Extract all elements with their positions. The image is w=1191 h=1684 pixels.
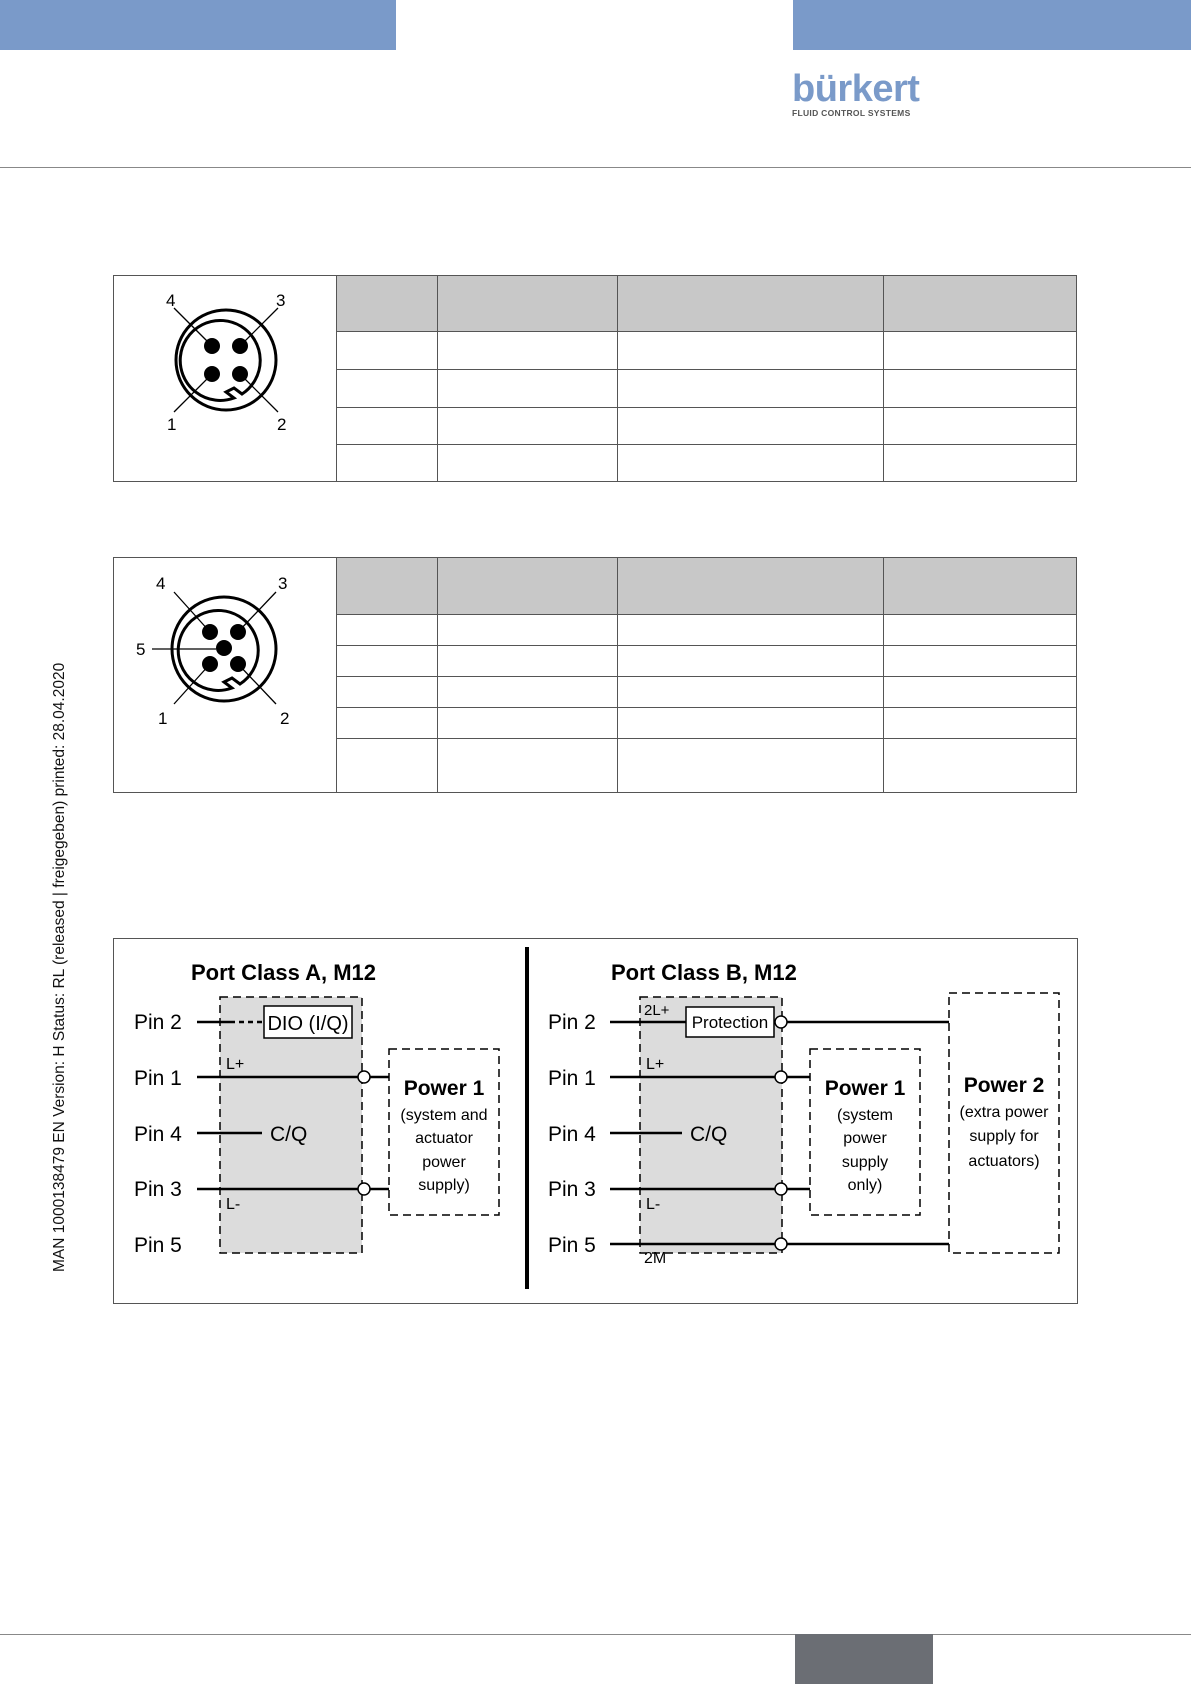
m12-4pin-connector-icon xyxy=(114,276,336,476)
m12-5pin-connector-icon xyxy=(114,558,336,787)
header-bar-right xyxy=(793,0,1191,50)
class-a-cq-label: C/Q xyxy=(270,1123,308,1146)
logo-tagline: FLUID CONTROL SYSTEMS xyxy=(792,108,911,118)
class-a-dio-label: DIO (I/Q) xyxy=(267,1013,349,1035)
table-header-cell xyxy=(884,558,1077,615)
class-b-pin-label: Pin 5 xyxy=(548,1234,596,1257)
footer-divider xyxy=(0,1634,1191,1635)
port-class-wiring-svg xyxy=(114,939,1077,1303)
class-a-pin-label: Pin 1 xyxy=(134,1067,182,1090)
connector-4pin-cell xyxy=(114,276,337,482)
class-b-lplus-label: L+ xyxy=(646,1056,665,1073)
header-divider xyxy=(0,167,1191,168)
class-a-lplus-label: L+ xyxy=(226,1056,245,1073)
table-header-cell xyxy=(337,558,438,615)
table-header-cell xyxy=(438,276,618,332)
brand-logo xyxy=(792,68,920,118)
class-b-power1-desc: (system xyxy=(837,1107,893,1124)
pin4-label: 4 xyxy=(166,291,176,310)
class-b-power2-desc: actuators) xyxy=(968,1153,1040,1170)
footer-page-tab xyxy=(795,1634,933,1684)
class-a-power1-desc: power xyxy=(422,1154,466,1171)
class-a-power1-desc: supply) xyxy=(418,1177,470,1194)
table-header-cell xyxy=(438,558,618,615)
pin1-label: 1 xyxy=(167,415,177,434)
pin4-label: 4 xyxy=(156,574,166,593)
class-a-power1-desc: (system and xyxy=(400,1107,488,1124)
pin-assignment-table-4pin xyxy=(113,275,1077,482)
class-b-cq-label: C/Q xyxy=(690,1123,728,1146)
class-b-pin-label: Pin 3 xyxy=(548,1178,596,1201)
pin2-label: 2 xyxy=(277,415,287,434)
class-b-title: Port Class B, M12 xyxy=(611,960,797,985)
class-a-pin-label: Pin 4 xyxy=(134,1123,182,1146)
document-info-vertical: MAN 1000138479 EN Version: H Status: RL (released | freigegeben) printed: 28.04.2020 xyxy=(51,662,68,1272)
table-header-cell xyxy=(884,276,1077,332)
class-b-power2-desc: supply for xyxy=(969,1128,1039,1145)
class-a-power1-desc: actuator xyxy=(415,1130,473,1147)
header-bar-left xyxy=(0,0,396,50)
class-b-pin-label: Pin 2 xyxy=(548,1011,596,1034)
connector-5pin-cell xyxy=(114,558,337,793)
pin3-label: 3 xyxy=(278,574,288,593)
class-a-title: Port Class A, M12 xyxy=(191,960,377,985)
class-a-pin-label: Pin 3 xyxy=(134,1178,182,1201)
pin-assignment-table-5pin xyxy=(113,557,1077,793)
table-header-cell xyxy=(618,558,884,615)
class-b-power1-title: Power 1 xyxy=(824,1077,906,1100)
class-b-2lplus-label: 2L+ xyxy=(644,1002,670,1019)
table-header-cell xyxy=(618,276,884,332)
class-b-power1-desc: only) xyxy=(847,1177,883,1194)
class-b-power2-desc: (extra power xyxy=(959,1104,1049,1121)
class-b-power2-box xyxy=(949,993,1059,1253)
class-a-lminus-label: L- xyxy=(226,1196,241,1213)
table-header-cell xyxy=(337,276,438,332)
class-a-pin-label: Pin 2 xyxy=(134,1011,182,1034)
pin2-label: 2 xyxy=(280,709,290,728)
pin5-label: 5 xyxy=(136,640,146,659)
port-class-diagram xyxy=(113,938,1078,1304)
class-b-2m-label: 2M xyxy=(644,1250,667,1267)
class-a-pin-label: Pin 5 xyxy=(134,1234,182,1257)
pin1-label: 1 xyxy=(158,709,168,728)
class-b-power1-desc: supply xyxy=(841,1154,889,1171)
class-b-power2-title: Power 2 xyxy=(963,1074,1045,1097)
logo-wordmark: bürkert xyxy=(792,68,920,110)
class-a-power1-title: Power 1 xyxy=(403,1077,485,1100)
class-b-pin-label: Pin 4 xyxy=(548,1123,596,1146)
class-b-lminus-label: L- xyxy=(646,1196,661,1213)
pin3-label: 3 xyxy=(276,291,286,310)
class-b-pin-label: Pin 1 xyxy=(548,1067,596,1090)
class-b-protection-label: Protection xyxy=(691,1013,769,1032)
class-b-power1-desc: power xyxy=(843,1130,887,1147)
